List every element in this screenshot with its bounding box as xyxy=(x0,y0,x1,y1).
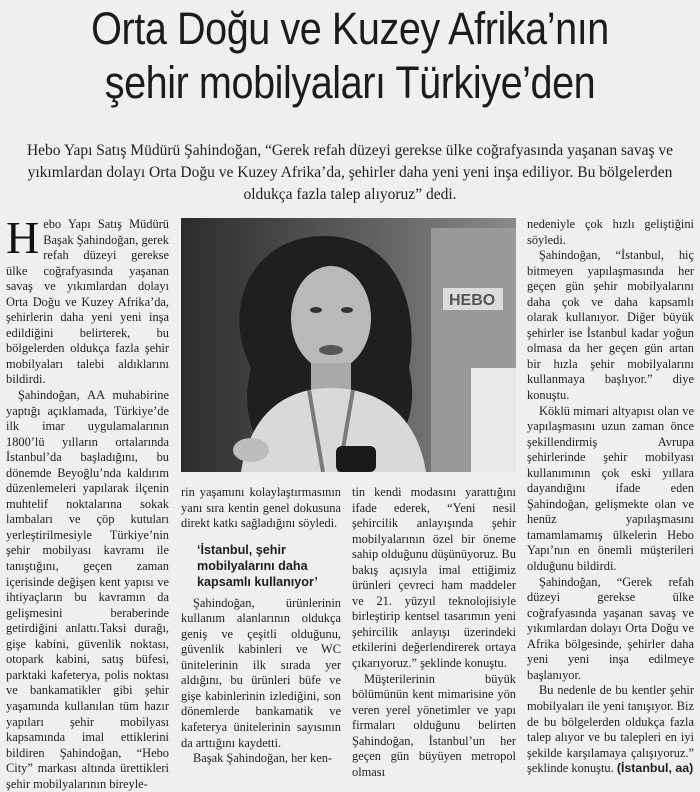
drop-cap: H xyxy=(6,212,40,263)
headline xyxy=(42,2,658,110)
col2-paragraph-3: Başak Şahindoğan, her ken- xyxy=(193,751,333,766)
col4-paragraph-4: Şahindoğan, “Gerek refah düzeyi gerekse ülke coğrafyasında yaşanan savaş ve yıkımlardan dolayı Orta Doğu ve Afrika bölgesinde, şehirler daha yeni yeni inşa edilmeye başlanıyor. xyxy=(527,574,694,682)
booth-sign: HEBO xyxy=(449,292,496,309)
article-photo xyxy=(181,218,516,472)
lead-paragraph: Hebo Yapı Satış Müdürü Şahindoğan, “Gerek refah düzeyi gerekse ülke coğrafyasında yaşanan savaş ve yıkımlardan dolayı Orta Doğu ve Kuzey Afrika’da, şehirler daha yeni yeni inşa ediliyor. Bu bölgelerden oldukça fazla talep alıyoruz” dedi. xyxy=(26,142,674,203)
col3-paragraph-1: tin kendi modasını yarattığını ifade ederek, “Yeni nesil şehircilik anlayışında şehir mobilyalarının özel bir öneme sahip olduğunu düşünüyoruz. Bu bakış açısıyla imal ettiğimiz ürünleri çevreci ham maddeler ve 21. yüzyıl teknolojisiyle birleştirip kentsel tasarımın yeni şehircilik anlayışı üzerindeki etkilerini değerlendirerek ortaya çıkarıyoruz.” şeklinde konuştu. xyxy=(352,485,516,671)
col4-paragraph-5: Bu nedenle de bu kentler şehir mobilyaları ile yeni tanışıyor. Biz de bu bölgelerden oldukça fazla talep alıyor ve bu talepleri en iyi şekilde karşılamaya çalışıyoruz.” şeklinde konuştu. xyxy=(527,683,694,776)
headline-line-1: Orta Doğu ve Kuzey Afrika’nın xyxy=(91,3,609,54)
col2-paragraph-2: Şahindoğan, ürünlerinin kullanım alanlarının oldukça geniş ve çeşitli olduğunu, güvenlik kabinleri ve WC ünitelerinin ilk sırada yer aldığını, bu ürünleri büfe ve gişe kabinlerinin izlediğini, son dönemlerde bankamatik ve kafeterya ünitelerinin sayısının da arttığını kaydetti. xyxy=(181,595,341,750)
col4-paragraph-2: Şahindoğan, “İstanbul, hiç bitmeyen yapılaşmasında her geçen gün şehir mobilyalarını daha çok ve daha kapsamlı olarak kullanıyor. Diğer büyük şehirler ise İstanbul kadar yoğun olmasa da her geçen gün artan bir hızla şehir mobilyalarını kullanmaya başlıyor.” diye konuştu. xyxy=(527,248,694,403)
headline-line-2: şehir mobilyaları Türkiye’den xyxy=(104,57,596,108)
col3-paragraph-2: Müşterilerinin büyük bölümünün kent mimarisine yön veren yerel yönetimler ve yapı firmaları olduğunu belirten Şahindoğan, İstanbul’un her geçen gün büyüyen metropol olması xyxy=(352,671,516,779)
section-subheading: ‘İstanbul, şehir mobilyalarını daha kapsamlı kullanıyor’ xyxy=(197,542,318,589)
article-column-1 xyxy=(6,212,169,792)
col1-paragraph-1: ebo Yapı Satış Müdürü Başak Şahindoğan, gerek refah düzeyi gerekse ülke coğrafyasında yaşanan savaş ve yıkımlardan dolayı Orta Doğu ve Kuzey Afrika’da, şehirlerin daha yeni yeni inşa edildiğini belirterek, bu bölgelerden oldukça fazla şehir mobilyaları talebi aldıklarını bildirdi. xyxy=(6,217,169,387)
article-column-2 xyxy=(181,485,341,767)
col2-paragraph-1: rin yaşamını kolaylaştırmasının yanı sıra kentin genel dokusuna direkt katkı sağladığını söyledi. xyxy=(181,485,341,531)
col4-paragraph-1: nedeniyle çok hızlı geliştiğini söyledi. xyxy=(527,217,694,247)
article-column-4 xyxy=(527,217,694,777)
news-source: (İstanbul, aa) xyxy=(616,761,694,776)
col1-paragraph-2: Şahindoğan, AA muhabirine yaptığı açıklamada, Türkiye’de ilk imar uygulamalarının 1800’lü yılların ortalarında İstanbul’da başladığını, bu dönemde Beyoğlu’nda kaldırım düzenlemeleri yapılarak ilçenin muhtelif noktalarına sokak lambaları ve çöp kutuları yerleştirilmesiyle Türkiye’nin şehir mobilyası kavramı ile tanıştığını, geçen zaman içerisinde değişen kent yapısı ve ihtiyaçların bu kavramın da gelişmesini beraberinde getirdiğini anlattı.Taksi durağı, gişe kabini, güvenlik noktası, otopark kabini, satış büfesi, parktaki kafeterya, polis noktası ve bankamatikler gibi şehir yaşamında kullanılan tüm hazır yapıları şehir mobilyası kapsamında imal ettiklerini bildiren Şahindoğan, “Hebo City” markası altında ürettikleri şehir mobilyalarının bireyle- xyxy=(6,388,169,791)
article-column-3 xyxy=(352,485,516,780)
col4-paragraph-3: Köklü mimari altyapısı olan ve yapılaşmasını uzun zaman önce şekillendirmiş Avrupa şehirlerinde şehir mobilyası kullanımının çok eski yıllara dayandığını ifade eden Şahindoğan, gelişmekte olan ve henüz yapılaşmasını tamamlamamış ülkelerin Hebo Yapı’nın en önemli müşterileri olduğunu bildirdi. xyxy=(527,403,694,574)
portrait-illustration xyxy=(181,218,516,472)
